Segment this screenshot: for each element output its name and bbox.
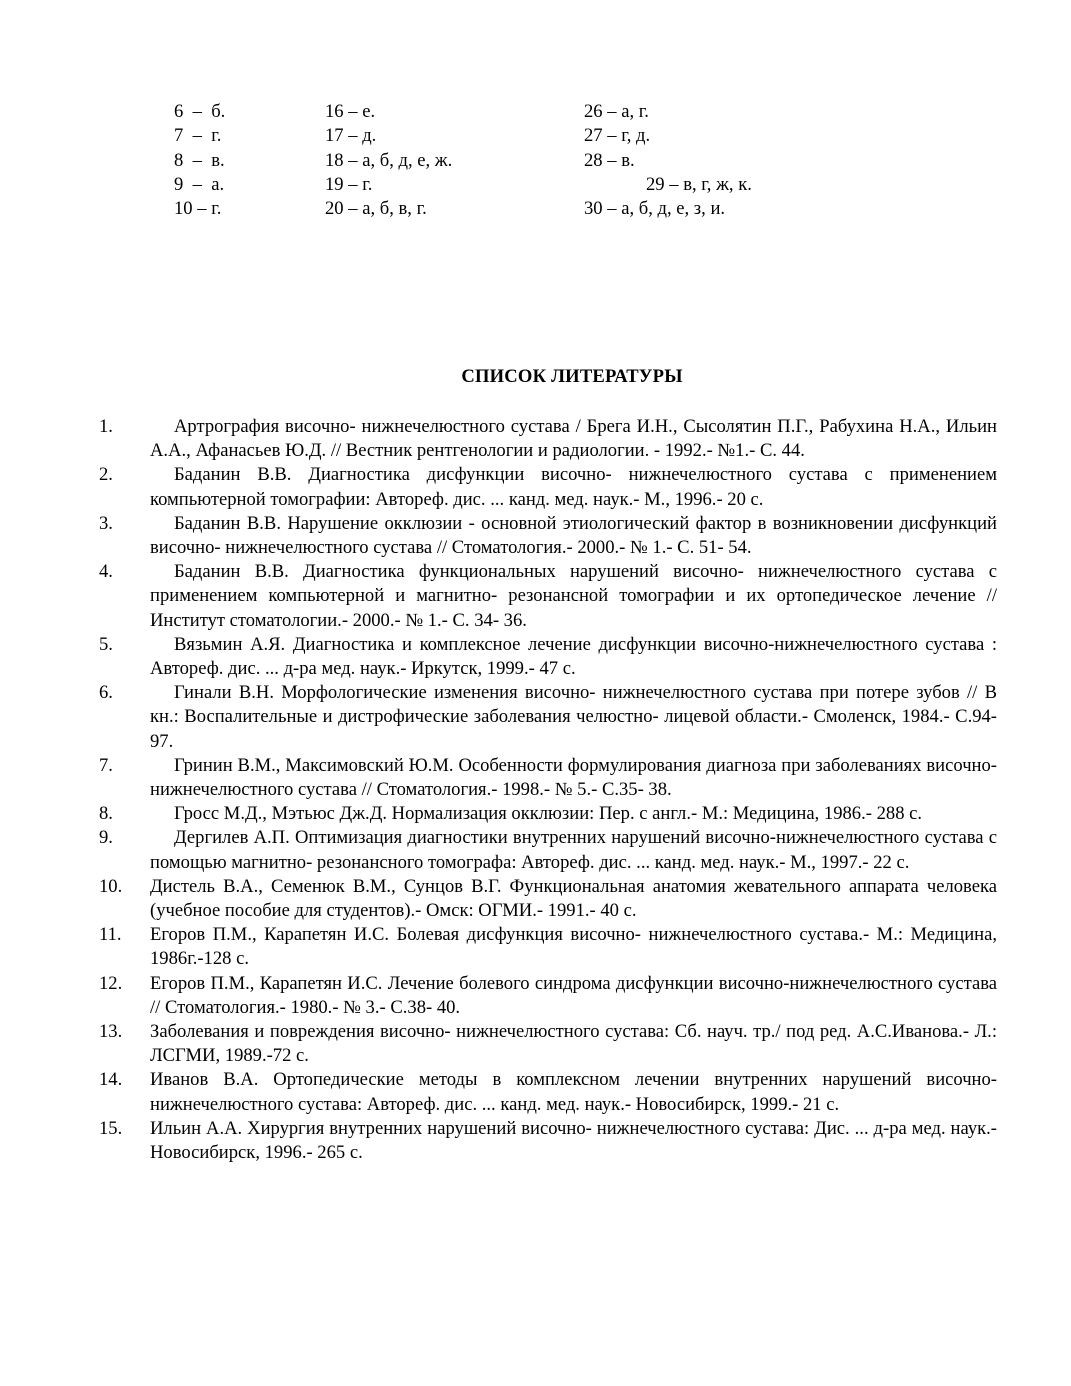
- answer-key: [0, 100, 1071, 221]
- reference-item: [0, 681, 1071, 754]
- answer-cell: 26 – а, г.: [584, 101, 649, 122]
- reference-text: Гинали В.Н. Морфологические изменения височно- нижнечелюстного сустава при потере зубов // В кн.: Воспалительные и дистрофические заболевания челюстно- лицевой области.- Смоленск, 1984.- С.94- 97.: [150, 682, 997, 752]
- reference-number: 12.: [99, 972, 123, 994]
- reference-text: Артрография височно- нижнечелюстного сустава / Брега И.Н., Сысолятин П.Г., Рабухина Н.А., Ильин А.А., Афанасьев Ю.Д. // Вестник рентгенологии и радиологии. - 1992.- №1.- С. 44.: [150, 416, 997, 462]
- answer-cell: 27 – г, д.: [584, 125, 651, 147]
- reference-item: [0, 633, 1071, 681]
- reference-item: [0, 1068, 1071, 1116]
- reference-number: 5.: [99, 633, 113, 655]
- reference-item: [0, 754, 1071, 802]
- reference-text: Дергилев А.П. Оптимизация диагностики внутренних нарушений височно-нижнечелюстного сустава с помощью магнитно- резонансного томографа: Автореф. дис. ... канд. мед. наук.- М., 1997.- 22 с.: [150, 827, 997, 873]
- answer-row: [0, 197, 1071, 221]
- reference-item: [0, 826, 1071, 874]
- reference-item: [0, 512, 1071, 560]
- reference-text: Егоров П.М., Карапетян И.С. Болевая дисфункция височно- нижнечелюстного сустава.- М.: Медицина, 1986г.-128 с.: [150, 924, 997, 970]
- answer-cell: 17 – д.: [325, 125, 377, 147]
- reference-number: 2.: [99, 464, 113, 486]
- reference-item: [0, 972, 1071, 1020]
- answer-row: [0, 100, 1071, 124]
- answer-cell: 28 – в.: [584, 149, 635, 171]
- answer-cell: 18 – а, б, д, е, ж.: [325, 149, 453, 171]
- page-title: СПИСОК ЛИТЕРАТУРЫ: [461, 366, 683, 387]
- answer-cell: 29 – в, г, ж, к.: [646, 173, 752, 195]
- reference-number: 8.: [99, 803, 113, 825]
- reference-number: 13.: [99, 1021, 123, 1043]
- answer-cell: 16 – е.: [325, 101, 376, 122]
- reference-number: 4.: [99, 561, 113, 583]
- reference-number: 14.: [99, 1069, 123, 1091]
- reference-text: Баданин В.В. Нарушение окклюзии - основной этиологический фактор в возникновении дисфункций височно- нижнечелюстного сустава // Стоматология.- 2000.- № 1.- С. 51- 54.: [150, 512, 997, 559]
- answer-cell: 20 – а, б, в, г.: [325, 198, 427, 220]
- reference-number: 1.: [99, 416, 113, 437]
- reference-item: [0, 1117, 1071, 1165]
- reference-text: Баданин В.В. Диагностика дисфункции височно- нижнечелюстного сустава с применением компьютерной томографии: Автореф. дис. ... канд. мед. наук.- М., 1996.- 20 с.: [150, 464, 997, 510]
- reference-text: Гросс М.Д., Мэтьюс Дж.Д. Нормализация окклюзии: Пер. с англ.- М.: Медицина, 1986.- 288 с.: [174, 803, 923, 825]
- reference-item: [0, 463, 1071, 511]
- reference-number: 15.: [99, 1117, 123, 1139]
- reference-text: Гринин В.М., Максимовский Ю.М. Особенности формулирования диагноза при заболеваниях височно- нижнечелюстного сустава // Стоматология.- 1998.- № 5.- С.35- 38.: [150, 754, 997, 801]
- answer-cell: 7 – г.: [174, 125, 222, 147]
- reference-number: 11.: [99, 924, 122, 946]
- reference-list: [0, 415, 1071, 1165]
- reference-item: [0, 875, 1071, 923]
- answer-row: [0, 124, 1071, 148]
- reference-text: Дистель В.А., Семенюк В.М., Сунцов В.Г. Функциональная анатомия жевательного аппарата человека (учебное пособие для студентов).- Омск: ОГМИ.- 1991.- 40 с.: [150, 875, 997, 922]
- reference-item: [0, 1020, 1071, 1068]
- reference-item: [0, 415, 1071, 463]
- answer-row: [0, 173, 1071, 197]
- answer-row: [0, 149, 1071, 173]
- answer-cell: 30 – а, б, д, е, з, и.: [584, 198, 726, 220]
- answer-cell: 9 – а.: [174, 173, 225, 195]
- answer-cell: 10 – г.: [174, 198, 222, 220]
- reference-number: 7.: [99, 754, 113, 776]
- reference-number: 10.: [99, 875, 123, 897]
- reference-item: [0, 560, 1071, 633]
- reference-text: Иванов В.А. Ортопедические методы в комплексном лечении внутренних нарушений височно- нижнечелюстного сустава: Автореф. дис. ... канд. мед. наук.- Новосибирск, 1999.- 21 с.: [150, 1069, 997, 1115]
- reference-text: Ильин А.А. Хирургия внутренних нарушений височно- нижнечелюстного сустава: Дис. ... д-ра мед. наук.- Новосибирск, 1996.- 265 с.: [150, 1117, 997, 1164]
- reference-number: 9.: [99, 827, 113, 849]
- reference-item: [0, 802, 1071, 826]
- reference-text: Баданин В.В. Диагностика функциональных нарушений височно- нижнечелюстного сустава с применением компьютерной и магнитно- резонансной томографии и их ортопедическое лечение // Институт стоматологии.- 2000.- № 1.- С. 34- 36.: [150, 561, 997, 631]
- answer-cell: 6 – б.: [174, 101, 226, 122]
- reference-number: 6.: [99, 682, 113, 704]
- reference-text: Вязьмин А.Я. Диагностика и комплексное лечение дисфункции височно-нижнечелюстного сустава : Автореф. дис. ... д-ра мед. наук.- Иркутск, 1999.- 47 с.: [150, 633, 997, 680]
- reference-number: 3.: [99, 512, 113, 534]
- answer-cell: 19 – г.: [325, 173, 373, 195]
- answer-cell: 8 – в.: [174, 149, 225, 171]
- reference-text: Заболевания и повреждения височно- нижнечелюстного сустава: Сб. науч. тр./ под ред. А.С.Иванова.- Л.: ЛСГМИ, 1989.-72 с.: [150, 1021, 997, 1067]
- reference-item: [0, 923, 1071, 971]
- reference-text: Егоров П.М., Карапетян И.С. Лечение болевого синдрома дисфункции височно-нижнечелюстного сустава // Стоматология.- 1980.- № 3.- С.38- 40.: [150, 972, 997, 1018]
